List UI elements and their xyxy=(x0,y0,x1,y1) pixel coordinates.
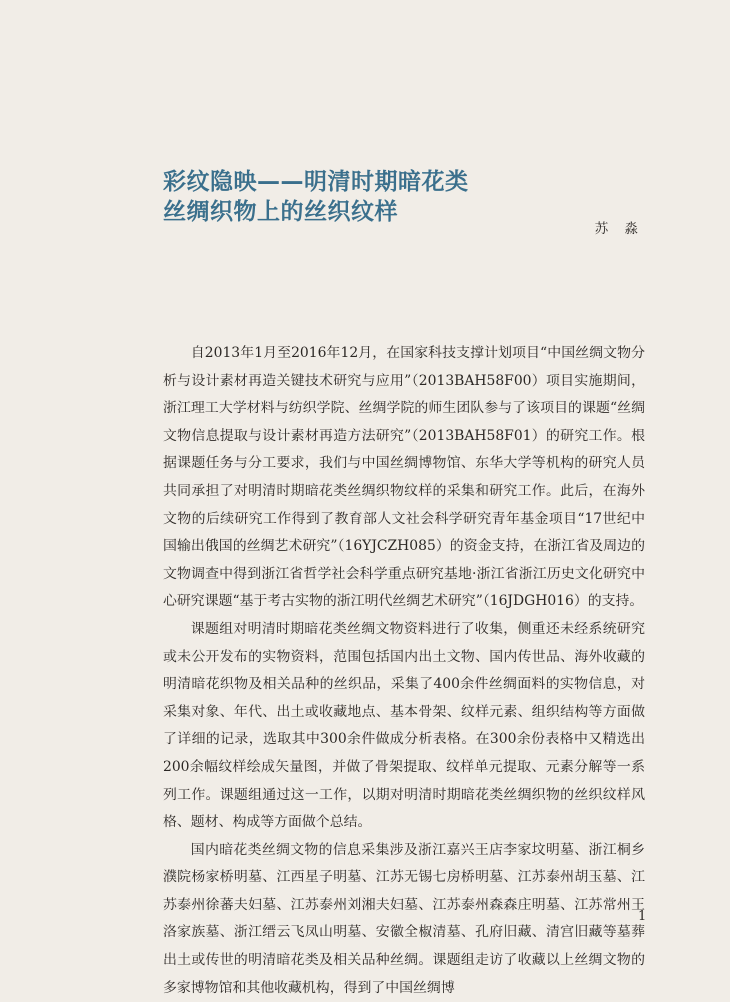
paragraph-2: 课题组对明清时期暗花类丝绸文物资料进行了收集，侧重还未经系统研究或未公开发布的实物资料，范围包括国内出土文物、国内传世品、海外收藏的明清暗花织物及相关品种的丝织品，采集了400余件丝绸面料的实物信息，对采集对象、年代、出土或收藏地点、基本骨架、纹样元素、组织结构等方面做了详细的记录，选取其中300余件做成分析表格。在300余份表格中又精选出200余幅纹样绘成矢量图，并做了骨架提取、纹样单元提取、元素分解等一系列工作。课题组通过这一工作，以期对明清时期暗花类丝绸织物的丝织纹样风格、题材、构成等方面做个总结。 xyxy=(163,620,645,831)
title-line-2: 丝绸织物上的丝织纹样 xyxy=(163,199,398,225)
paragraph-1: 自2013年1月至2016年12月，在国家科技支撑计划项目“中国丝绸文物分析与设计素材再造关键技术研究与应用”（2013BAH58F00）项目实施期间，浙江理工大学材料与纺织学院、丝绸学院的师生团队参与了该项目的课题“丝绸文物信息提取与设计素材再造方法研究”（2013BAH58F01）的研究工作。根据课题任务与分工要求，我们与中国丝绸博物馆、东华大学等机构的研究人员共同承担了对明清时期暗花类丝绸织物纹样的采集和研究工作。此后，在海外文物的后续研究工作得到了教育部人文社会科学研究青年基金项目“17世纪中国输出俄国的丝绸艺术研究”（16YJCZH085）的资金支持，在浙江省及周边的文物调查中得到浙江省哲学社会科学重点研究基地·浙江省浙江历史文化研究中心研究课题“基于考古实物的浙江明代丝绸艺术研究”（16JDGH016）的支持。 xyxy=(163,345,645,610)
author-name: 苏 淼 xyxy=(594,221,644,237)
title-line-1: 彩纹隐映——明清时期暗花类 xyxy=(163,169,469,195)
body-text xyxy=(163,340,645,1002)
page-number: 1 xyxy=(638,909,647,924)
paragraph-3: 国内暗花类丝绸文物的信息采集涉及浙江嘉兴王店李家坟明墓、浙江桐乡濮院杨家桥明墓、江西星子明墓、江苏无锡七房桥明墓、江苏泰州胡玉墓、江苏泰州徐蕃夫妇墓、江苏泰州刘湘夫妇墓、江苏泰州森森庄明墓、江苏常州王洛家族墓、浙江缙云飞凤山明墓、安徽全椒清墓、孔府旧藏、清宫旧藏等墓葬出土或传世的明清暗花类及相关品种丝绸。课题组走访了收藏以上丝绸文物的多家博物馆和其他收藏机构，得到了中国丝绸博 xyxy=(163,841,645,996)
chapter-title xyxy=(163,167,583,227)
